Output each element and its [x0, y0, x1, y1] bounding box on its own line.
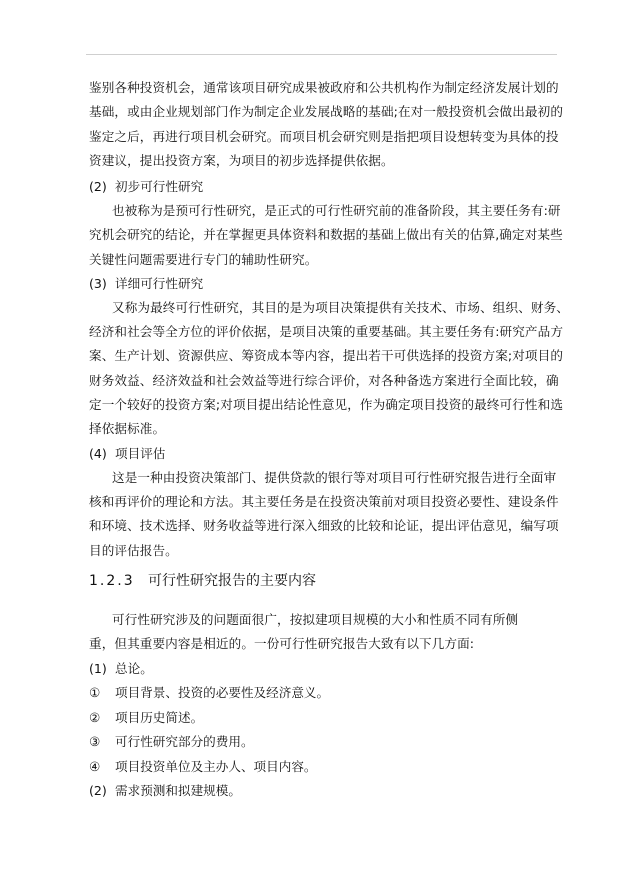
text-line: 经济和社会等全方位的评价依据，是项目决策的重要基础。其主要任务有:研究产品方 [89, 324, 564, 339]
list-item-marker: ③ [89, 734, 101, 749]
header-rule [86, 54, 557, 55]
text-line: 也被称为是预可行性研究，是正式的可行性研究前的准备阶段，其主要任务有:研 [112, 203, 561, 218]
list-item-marker: (1) [89, 661, 107, 676]
item-marker: (3) [89, 276, 107, 291]
text-line: 关键性问题需要进行专门的辅助性研究。 [89, 252, 318, 267]
section-number: 1.2.3 [89, 573, 135, 589]
item-heading: 项目评估 [115, 446, 166, 461]
text-line: 核和再评价的理论和方法。其主要任务是在投资决策前对项目投资必要性、建设条件 [89, 494, 559, 509]
text-line: 择依据标准。 [89, 421, 166, 436]
list-item: 可行性研究部分的费用。 [115, 734, 254, 749]
text-line: 目的评估报告。 [89, 543, 178, 558]
list-item-marker: (2) [89, 783, 107, 798]
text-line: 资建议，提出投资方案，为项目的初步选择提供依据。 [89, 153, 394, 168]
text-line: 财务效益、经济效益和社会效益等进行综合评价，对各种备选方案进行全面比较，确 [89, 373, 559, 388]
list-item: 总论。 [115, 661, 153, 676]
item-marker: (2) [89, 179, 107, 194]
text-line: 重，但其重要内容是相近的。一份可行性研究报告大致有以下几方面: [89, 636, 475, 651]
item-marker: (4) [89, 446, 107, 461]
text-line: 可行性研究涉及的问题面很广，按拟建项目规模的大小和性质不同有所侧 [112, 612, 519, 627]
list-item-marker: ② [89, 710, 101, 725]
item-heading: 初步可行性研究 [115, 179, 204, 194]
list-item: 项目投资单位及主办人、项目内容。 [115, 759, 317, 774]
text-line: 和环境、技术选择、财务收益等进行深入细致的比较和论证，提出评估意见，编写项 [89, 518, 559, 533]
text-line: 鉴别各种投资机会，通常该项目研究成果被政府和公共机构作为制定经济发展计划的 [89, 80, 559, 95]
text-line: 基础，或由企业规划部门作为制定企业发展战略的基础;在对一般投资机会做出最初的 [89, 104, 564, 119]
text-line: 鉴定之后，再进行项目机会研究。而项目机会研究则是指把项目设想转变为具体的投 [89, 129, 559, 144]
section-title: 可行性研究报告的主要内容 [148, 573, 316, 589]
list-item: 项目背景、投资的必要性及经济意义。 [115, 685, 330, 700]
text-line: 究机会研究的结论，并在掌握更具体资料和数据的基础上做出有关的估算,确定对某些 [89, 227, 563, 242]
text-line: 这是一种由投资决策部门、提供贷款的银行等对项目可行性研究报告进行全面审 [112, 470, 557, 485]
text-line: 案、生产计划、资源供应、筹资成本等内容，提出若干可供选择的投资方案;对项目的 [89, 348, 564, 363]
list-item: 项目历史简述。 [115, 710, 204, 725]
text-line: 又称为最终可行性研究，其目的是为项目决策提供有关技术、市场、组织、财务、 [112, 300, 569, 315]
list-item-marker: ④ [89, 759, 101, 774]
item-heading: 详细可行性研究 [115, 276, 204, 291]
text-line: 定一个较好的投资方案;对项目提出结论性意见，作为确定项目投资的最终可行性和选 [89, 397, 564, 412]
list-item-marker: ① [89, 685, 101, 700]
list-item: 需求预测和拟建规模。 [115, 783, 241, 798]
